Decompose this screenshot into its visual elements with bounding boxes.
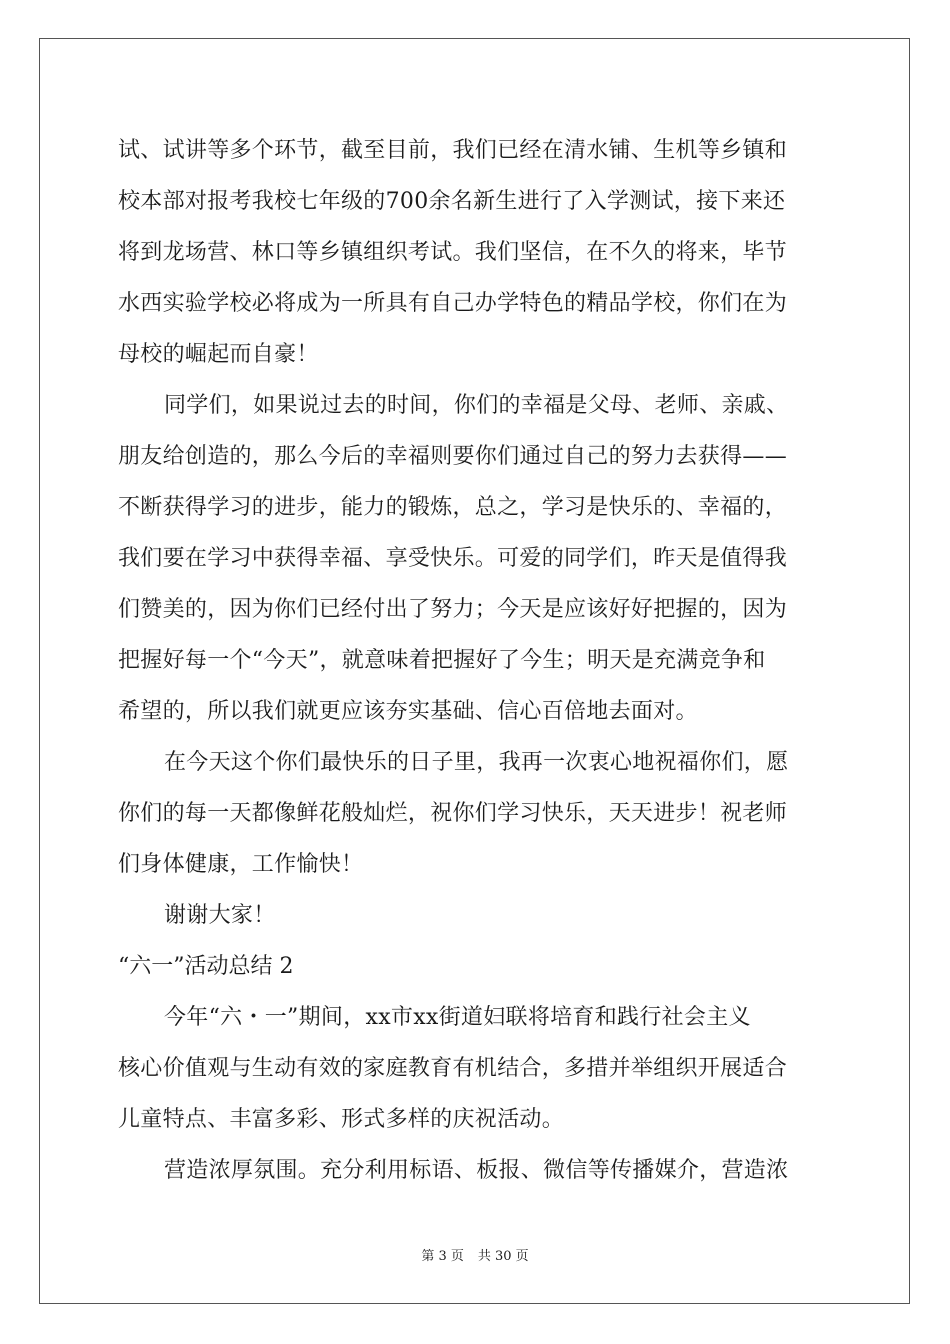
page-footer [0, 1245, 950, 1264]
text-line: 试、试讲等多个环节，截至目前，我们已经在清水铺、生机等乡镇和 [118, 138, 788, 163]
text-line: 同学们，如果说过去的时间，你们的幸福是父母、老师、亲戚、 [164, 393, 789, 418]
text-line: 核心价值观与生动有效的家庭教育有机结合，多措并举组织开展适合 [118, 1056, 788, 1081]
text-line: 们身体健康，工作愉快！ [118, 852, 364, 877]
text-line: 在今天这个你们最快乐的日子里，我再一次衷心地祝福你们，愿 [164, 750, 789, 775]
section-heading: “六一”活动总结 2 [118, 954, 294, 979]
text-line: 你们的每一天都像鲜花般灿烂，祝你们学习快乐，天天进步！祝老师 [118, 801, 788, 826]
text-line: 不断获得学习的进步，能力的锻炼，总之，学习是快乐的、幸福的， [118, 495, 788, 520]
text-line: 把握好每一个“今天”，就意味着把握好了今生；明天是充满竞争和 [118, 648, 766, 673]
text-line: 我们要在学习中获得幸福、享受快乐。可爱的同学们，昨天是值得我 [118, 546, 788, 571]
text-line: 朋友给创造的，那么今后的幸福则要你们通过自己的努力去获得—— [118, 444, 788, 469]
text-line: 母校的崛起而自豪！ [118, 342, 319, 367]
text-line: 今年“六・一”期间，xx市xx街道妇联将培育和践行社会主义 [164, 1005, 751, 1030]
text-line: 营造浓厚氛围。充分利用标语、板报、微信等传播媒介，营造浓 [164, 1158, 789, 1183]
total-pages: 共 30 页 [477, 1249, 529, 1264]
text-line: 们赞美的，因为你们已经付出了努力；今天是应该好好把握的，因为 [118, 597, 788, 622]
text-line: 水西实验学校必将成为一所具有自己办学特色的精品学校，你们在为 [118, 291, 788, 316]
text-line: 将到龙场营、林口等乡镇组织考试。我们坚信，在不久的将来，毕节 [118, 240, 788, 265]
text-line: 校本部对报考我校七年级的700余名新生进行了入学测试，接下来还 [118, 189, 786, 214]
text-line: 希望的，所以我们就更应该夯实基础、信心百倍地去面对。 [118, 699, 698, 724]
text-line: 谢谢大家！ [164, 903, 276, 928]
text-line: 儿童特点、丰富多彩、形式多样的庆祝活动。 [118, 1107, 565, 1132]
document-body [118, 125, 834, 1196]
page-number: 第 3 页 [421, 1249, 464, 1264]
